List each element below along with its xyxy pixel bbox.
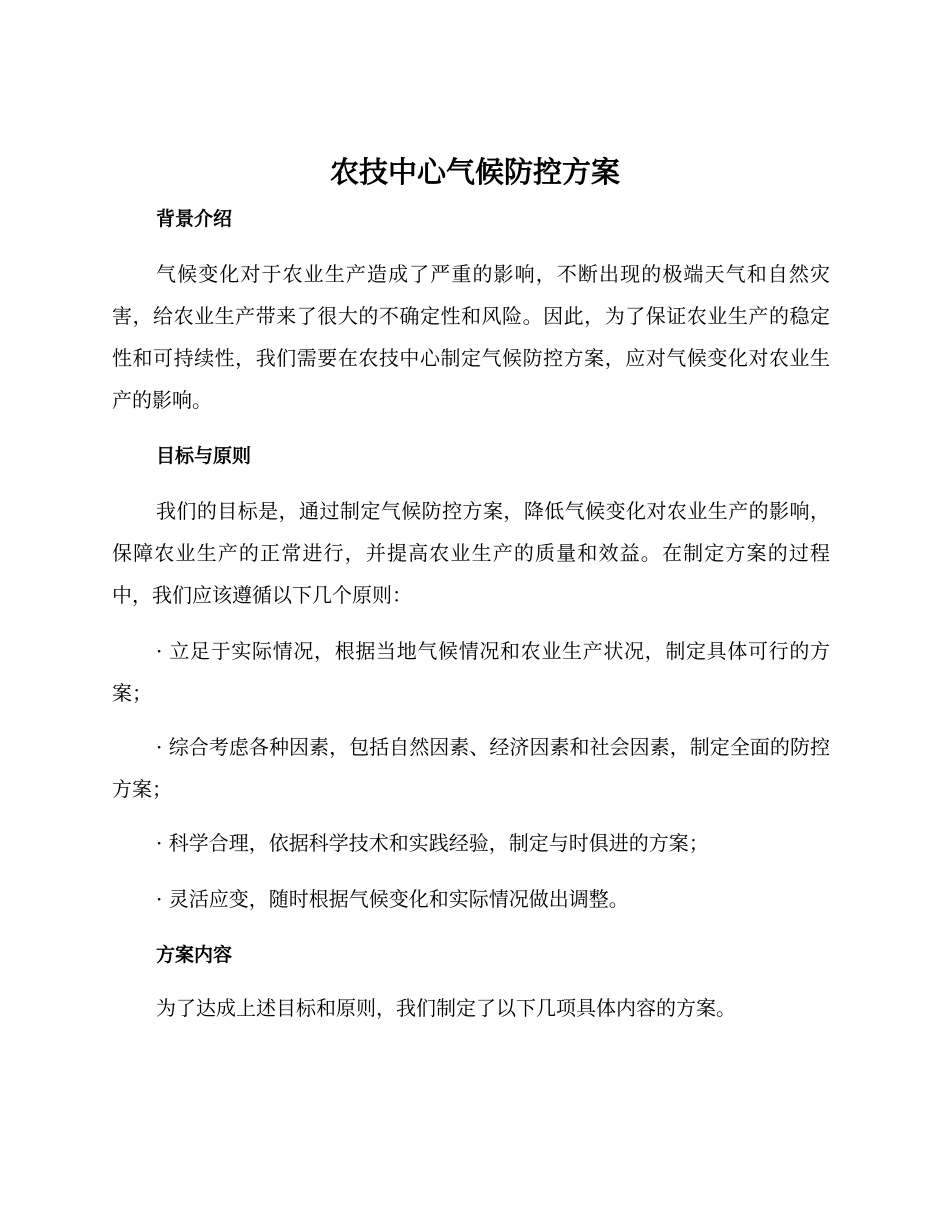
paragraph-plan-content: 为了达成上述目标和原则，我们制定了以下几项具体内容的方案。 xyxy=(156,996,736,1020)
paragraph-goals: 我们的目标是，通过制定气候防控方案，降低气候变化对农业生产的影响，保障农业生产的正常进行，并提高农业生产的质量和效益。在制定方案的过程中，我们应该遵循以下几个原则： xyxy=(112,499,830,607)
section-heading-background: 背景介绍 xyxy=(156,208,233,230)
section-heading-goals-principles: 目标与原则 xyxy=(156,445,252,467)
principle-item-2: · 综合考虑各种因素，包括自然因素、经济因素和社会因素，制定全面的防控方案； xyxy=(112,735,830,801)
document-title: 农技中心气候防控方案 xyxy=(329,155,620,189)
section-heading-plan-content: 方案内容 xyxy=(156,944,233,966)
paragraph-background: 气候变化对于农业生产造成了严重的影响，不断出现的极端天气和自然灾害，给农业生产带来了很大的不确定性和风险。因此，为了保证农业生产的稳定性和可持续性，我们需要在农技中心制定气候防控方案，应对气候变化对农业生产的影响。 xyxy=(112,262,830,412)
principle-item-4: · 灵活应变，随时根据气候变化和实际情况做出调整。 xyxy=(156,887,629,911)
principle-item-3: · 科学合理，依据科学技术和实践经验，制定与时俱进的方案； xyxy=(156,831,709,855)
principle-item-1: · 立足于实际情况，根据当地气候情况和农业生产状况，制定具体可行的方案； xyxy=(112,639,830,705)
